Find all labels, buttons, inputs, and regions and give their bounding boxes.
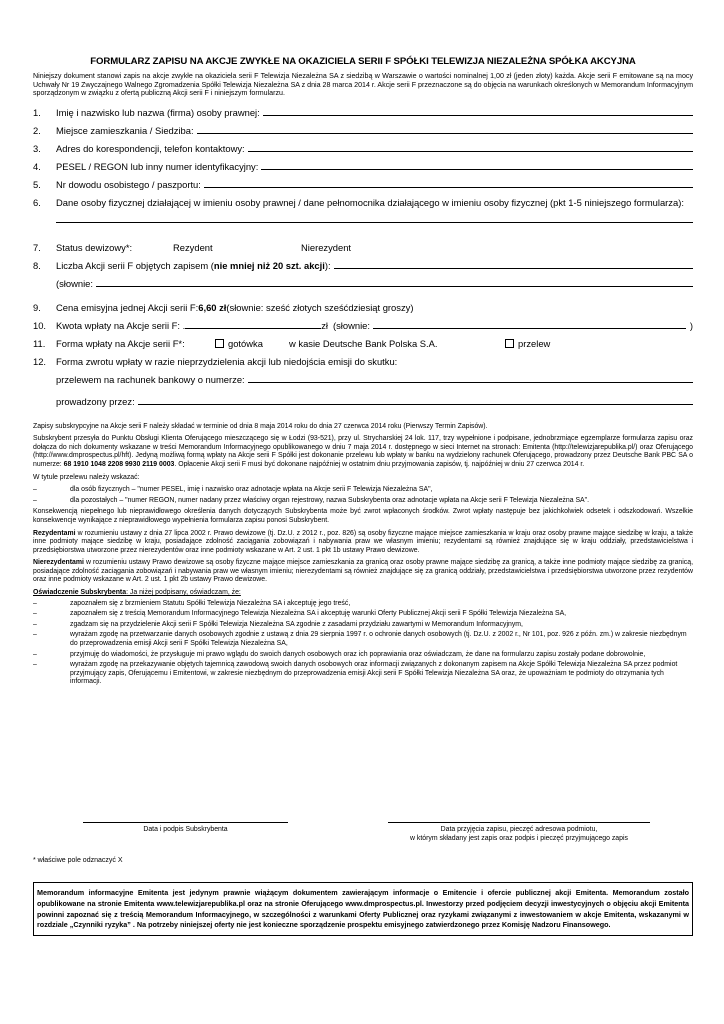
status-option-nonresident[interactable]: Nierezydent bbox=[301, 242, 352, 254]
amount-label: Kwota wpłaty na Akcje serii F: . bbox=[56, 319, 186, 331]
spacer bbox=[33, 415, 693, 423]
payment-option-bank[interactable]: w kasie Deutsche Bank Polska S.A. bbox=[289, 337, 438, 349]
refund-account-row bbox=[33, 371, 693, 393]
shares-count-line[interactable] bbox=[334, 257, 693, 269]
nonresidents-definition bbox=[33, 559, 693, 585]
risk-factors-chapter: „Czynniki ryzyka” bbox=[69, 920, 131, 930]
residents-text: w rozumieniu ustawy z dnia 27 lipca 2002 r. Prawo dewizowe (tj. Dz.U. z 2012 r., poz. 826) są osoby fizyczne mające miejsce zamieszkania w kraju oraz osoby prawne mające siedzibę w kraju, a także inne podmioty mające siedzibę w kraju, posiadające zdolność zaciągania zobowiązań i nabywania praw we własnym imieniu; rezydentami są również znajdujące się w kraju oddziały, przedstawicielstwa i przedsiębiorstwa utworzone przez nierezydentów oraz inne podmioty wskazane w Art. 2 ust. 1 pkt 1b ustawy Prawo dewizowe. bbox=[33, 529, 693, 554]
memorandum-text-a: Memorandum informacyjne Emitenta jest jedynym prawnie wiążącym dokumentem zawierającym informacje o Emitencie i ofercie publicznej akcji Emitenta. Memorandum zostało opublikowane na stronie Emitenta www.telewizjarepublika.pl oraz na stronie Oferującego www.dmprospectus.pl. Inwestorzy przed podjęciem decyzji inwestycyjnych o objęciu akcji Emitenta powinni zapoznać się z treścią Memorandum Informacyjnego, w szczególności z warunkami Oferty Publicznej oraz ryzykami związanymi z inwestowaniem w akcje Emitenta, wskazanymi w rozdziale bbox=[37, 888, 689, 930]
list-item bbox=[33, 621, 693, 630]
dash-marker: – bbox=[33, 486, 37, 494]
submission-instructions bbox=[33, 435, 693, 469]
dash-marker: – bbox=[33, 496, 37, 504]
shares-words-line[interactable] bbox=[96, 275, 693, 287]
spacer bbox=[33, 229, 693, 239]
shares-words-row bbox=[33, 275, 693, 293]
field-number: 10. bbox=[33, 319, 47, 331]
list-item bbox=[33, 661, 693, 687]
checkbox-icon[interactable] bbox=[505, 339, 514, 348]
amount-value-line[interactable] bbox=[185, 317, 321, 329]
list-item bbox=[33, 631, 693, 648]
refund-bank-row bbox=[33, 393, 693, 415]
dash-marker: – bbox=[33, 610, 37, 618]
dash-marker: – bbox=[33, 661, 37, 669]
field-number: 12. bbox=[33, 355, 47, 367]
signature-line bbox=[388, 822, 650, 823]
shares-row bbox=[33, 257, 693, 275]
price-value: 6,60 zł bbox=[198, 302, 227, 314]
status-label: Status dewizowy*: bbox=[56, 242, 133, 254]
list-item-text: zapoznałem się z treścią Memorandum Informacyjnego Telewizja Niezależna SA i akceptuję warunki Oferty Publicznej Akcji serii F Spółki Telewizja Niezależna SA, bbox=[70, 610, 567, 618]
declaration-heading bbox=[33, 589, 693, 598]
field-representative-line-row bbox=[33, 211, 693, 229]
dash-marker: – bbox=[33, 650, 37, 658]
amount-currency: zł bbox=[321, 319, 328, 331]
amount-words-line[interactable] bbox=[373, 317, 686, 329]
signature-area bbox=[33, 822, 693, 862]
field-pesel-label: PESEL / REGON lub inny numer identyfikacyjny: bbox=[56, 160, 259, 172]
shares-words-label: (słownie: bbox=[56, 278, 93, 290]
signature-line bbox=[83, 822, 288, 823]
field-pesel-row bbox=[33, 158, 693, 176]
payment-form-label: Forma wpłaty na Akcje serii F*: bbox=[56, 337, 185, 349]
dash-marker: – bbox=[33, 599, 37, 607]
nonresidents-term: Nierezydentami bbox=[33, 559, 84, 567]
refund-bank-label: prowadzony przez: bbox=[56, 395, 135, 407]
price-label: Cena emisyjna jednej Akcji serii F: bbox=[56, 302, 199, 314]
list-item-text: wyrażam zgodę na przetwarzanie danych osobowych zgodnie z ustawą z dnia 29 sierpnia 1997 r. o ochronie danych osobowych (tj. Dz.U. z 2002 r., Nr 101, poz. 926 z późn. zm.) w zakresie niezbędnym do przeprowadzenia emisji Akcji serii F Spółki Telewizja Niezależna SA, bbox=[70, 631, 687, 648]
amount-words-label: (słownie: bbox=[333, 319, 370, 331]
field-address-row bbox=[33, 122, 693, 140]
field-address-line[interactable] bbox=[197, 122, 693, 134]
shares-label-min: nie mniej niż 20 szt. akcji bbox=[213, 260, 325, 272]
transfer-title-heading: W tytule przelewu należy wskazać: bbox=[33, 473, 140, 481]
list-item-text: zapoznałem się z brzmieniem Statutu Spółki Telewizja Niezależna SA i akceptuję jego treść, bbox=[70, 599, 351, 607]
field-id-line[interactable] bbox=[204, 176, 693, 188]
field-pesel-line[interactable] bbox=[261, 158, 693, 170]
field-name-label: Imię i nazwisko lub nazwa (firma) osoby prawnej: bbox=[56, 107, 260, 119]
memorandum-text-b: . Na potrzeby niniejszej oferty nie jest konieczne sporządzenie prospektu emisyjnego zatwierdzonego przez Komisję Nadzoru Finansowego. bbox=[130, 920, 611, 930]
field-representative-line[interactable] bbox=[56, 211, 693, 223]
field-id-label: Nr dowodu osobistego / paszportu: bbox=[56, 178, 201, 190]
dash-marker: – bbox=[33, 631, 37, 639]
nonresidents-text: w rozumieniu ustawy Prawo dewizowe są osoby fizyczne mające miejsce zamieszkania za granicą oraz osoby prawne mające siedzibę za granicą, a także inne podmioty mające siedzibę za granicą, posiadające zdolność zaciągania zobowiązań i nabywania praw we własnym imieniu; nierezydentami są również znajdujące się za granicą oddziały, przedstawicielstwa i przedsiębiorstwa utworzone przez rezydentów oraz inne podmioty wskazane w Art. 2 ust. 1 pkt 2b ustawy Prawo dewizowe. bbox=[33, 559, 693, 584]
field-number: 7. bbox=[33, 242, 41, 254]
declaration-list bbox=[33, 600, 693, 687]
dash-marker: – bbox=[33, 620, 37, 628]
refund-row bbox=[33, 353, 693, 371]
field-number: 1. bbox=[33, 107, 41, 119]
field-correspondence-line[interactable] bbox=[248, 140, 693, 152]
list-item-text: zgadzam się na przydzielenie Akcji serii F Spółki Telewizja Niezależna SA zgodnie z zasadami przydziału zawartymi w Memorandum Informacyjnym, bbox=[70, 620, 523, 628]
residents-definition bbox=[33, 530, 693, 556]
amount-close: ) bbox=[689, 319, 693, 331]
field-name-line[interactable] bbox=[263, 104, 693, 116]
field-id-row bbox=[33, 176, 693, 194]
submission-text-a: Subskrybent przesyła do Punktu Obsługi Klienta Oferującego mieszczącego się w Łodzi (93-521), przy ul. Strycharskiej 24 lok. 117, trzy wypełnione i podpisane, jednobrzmiące egzemplarze formularza zapisu oraz dołącza do nich dokumenty wskazane w treści Memorandum Informacyjnego opublikowanego w dniu 7 maja 2014 r. dostępnego w sieci Internet na stronach: Emitenta (http://telewizjarepublika.pl/) oraz Oferującego (http://www.dmprospectus.pl/hft). Jedyną możliwą formą wpłaty na Akcje serii F Spółki jest dokonanie przelewu lub wpłaty w banku na wydzielony rachunek Oferującego, prowadzony przez Deutsche Bank PBC SA o numerze: bbox=[33, 435, 693, 468]
list-item bbox=[33, 610, 693, 619]
intro-paragraph: Niniejszy dokument stanowi zapis na akcje zwykłe na okaziciela serii F Telewizja Niezależna SA z siedzibą w Warszawie o wartości nominalnej 1,00 zł (jeden złoty) każda. Akcje serii F emitowane są na mocy Uchwały Nr 19 Zwyczajnego Walnego Zgromadzenia Spółki Telewizja Niezależna SA z dnia 28 marca 2014 r. Akcje serii F przeznaczone są do objęcia na warunkach określonych w Memorandum Informacyjnym sporządzonym w związku z ofertą publiczną Akcji serii F i niniejszym formularzu. bbox=[33, 72, 693, 98]
refund-account-label: przelewem na rachunek bankowy o numerze: bbox=[56, 373, 245, 385]
refund-label: Forma zwrotu wpłaty w razie nieprzydzielenia akcji lub niedojścia emisji do skutku: bbox=[56, 355, 398, 367]
subscription-form bbox=[33, 56, 693, 689]
price-words: (słownie: sześć złotych sześćdziesiąt groszy) bbox=[226, 302, 414, 314]
field-number: 9. bbox=[33, 302, 41, 314]
footnote: * właściwe pole odznaczyć X bbox=[33, 857, 123, 864]
list-item bbox=[33, 600, 693, 609]
field-name-row bbox=[33, 104, 693, 122]
price-row bbox=[33, 299, 693, 317]
subscriber-signature-label: Data i podpis Subskrybenta bbox=[143, 826, 228, 833]
field-representative-row bbox=[33, 194, 693, 212]
field-correspondence-label: Adres do korespondencji, telefon kontaktowy: bbox=[56, 142, 245, 154]
subscriber-signature[interactable] bbox=[83, 822, 288, 835]
status-row bbox=[33, 239, 693, 257]
field-representative-label: Dane osoby fizycznej działającej w imieniu osoby prawnej / dane pełnomocnika działającego w imieniu osoby fizycznej (pkt 1-5 niniejszego formularza): bbox=[56, 196, 684, 208]
refund-bank-line[interactable] bbox=[138, 393, 693, 405]
field-number: 6. bbox=[33, 196, 41, 208]
checkbox-icon[interactable] bbox=[215, 339, 224, 348]
field-number: 8. bbox=[33, 260, 41, 272]
shares-label-a: Liczba Akcji serii F objętych zapisem ( bbox=[56, 260, 214, 272]
submission-text-b: . Opłacenie Akcji serii F musi być dokonane najpóźniej w ostatnim dniu przyjmowania zapisów, tj. najpóźniej w dniu 27 czerwca 2014 r. bbox=[174, 460, 585, 468]
field-number: 2. bbox=[33, 125, 41, 136]
payment-option-cash[interactable] bbox=[215, 335, 289, 353]
refund-account-line[interactable] bbox=[248, 371, 693, 383]
declaration-title: Oświadczenie Subskrybenta bbox=[33, 589, 127, 597]
list-item-text: wyrażam zgodę na przekazywanie objętych tajemnicą zawodową swoich danych osobowych oraz informacji związanych z dokonanym zapisem na Akcje Spółki Telewizja Niezależna SA przez podmiot przyjmujący zapis, Oferującemu i Emitentowi, w zakresie niezbędnym do przeprowadzenia emisji Akcji serii F Spółki Telewizja Niezależna SA oraz, że upoważniam te podmioty do otrzymania tych informacji. bbox=[70, 661, 678, 686]
payment-option-cash-label: gotówka bbox=[228, 337, 263, 349]
status-option-resident[interactable]: Rezydent bbox=[173, 242, 213, 254]
payment-option-transfer-label: przelew bbox=[518, 337, 551, 349]
amount-row bbox=[33, 317, 693, 335]
field-correspondence-row bbox=[33, 140, 693, 158]
field-number: 5. bbox=[33, 178, 41, 190]
bank-account-number: 68 1910 1048 2208 9930 2119 0003 bbox=[63, 460, 175, 468]
list-item-text: dla osób fizycznych – "numer PESEL, imię i nazwisko oraz adnotacje wpłata na Akcje serii F Telewizja Niezależna SA", bbox=[70, 486, 433, 494]
payment-form-row bbox=[33, 335, 693, 353]
field-address-label: Miejsce zamieszkania / Siedziba: bbox=[56, 125, 194, 136]
list-item bbox=[33, 651, 693, 660]
declaration-intro: : Ja niżej podpisany, oświadczam, że: bbox=[126, 589, 241, 597]
memorandum-notice bbox=[33, 882, 693, 936]
form-title: FORMULARZ ZAPISU NA AKCJE ZWYKŁE NA OKAZICIELA SERII F SPÓŁKI TELEWIZJA NIEZALEŻNA SPÓŁKA AKCYJNA bbox=[90, 56, 636, 67]
transfer-title-list bbox=[33, 486, 693, 505]
list-item bbox=[33, 486, 693, 495]
shares-label-b: ): bbox=[324, 260, 331, 272]
list-item-text: dla pozostałych – "numer REGON, numer nadany przez właściwy organ rejestrowy, nazwa Subskrybenta oraz adnotacje wpłata na Akcje serii F Telewizja Niezależna SA". bbox=[70, 496, 589, 504]
payment-option-transfer[interactable] bbox=[505, 335, 550, 353]
field-number: 3. bbox=[33, 142, 41, 154]
acceptance-signature-label-1: Data przyjęcia zapisu, pieczęć adresowa podmiotu, bbox=[440, 826, 598, 833]
list-item bbox=[33, 497, 693, 506]
residents-term: Rezydentami bbox=[33, 529, 76, 537]
subscription-period-text: Zapisy subskrypcyjne na Akcje serii F należy składać w terminie od dnia 8 maja 2014 roku do dnia 27 czerwca 2014 roku (Pierwszy Termin Zapisów). bbox=[33, 422, 488, 430]
acceptance-signature-label-2: w którym składany jest zapis oraz podpis i pieczęć przyjmującego zapis bbox=[410, 834, 628, 842]
field-number: 4. bbox=[33, 160, 41, 172]
field-number: 11. bbox=[33, 337, 46, 349]
list-item-text: przyjmuję do wiadomości, że przysługuje mi prawo wglądu do swoich danych osobowych oraz ich poprawiania oraz oświadczam, że dane na formularzu zapisu zostały podane dobrowolnie, bbox=[70, 650, 646, 658]
consequences-text: Konsekwencją niepełnego lub nieprawidłowego określenia danych dotyczących Subskrybenta może być zwrot wpłaconych środków. Zwrot wpłaty następuje bez jakichkolwiek odsetek i odszkodowań. Wszelkie konsekwencje wynikające z nieprawidłowego wypełnienia formularza zapisu ponosi Subskrybent. bbox=[33, 508, 693, 524]
acceptance-signature[interactable] bbox=[388, 822, 650, 844]
